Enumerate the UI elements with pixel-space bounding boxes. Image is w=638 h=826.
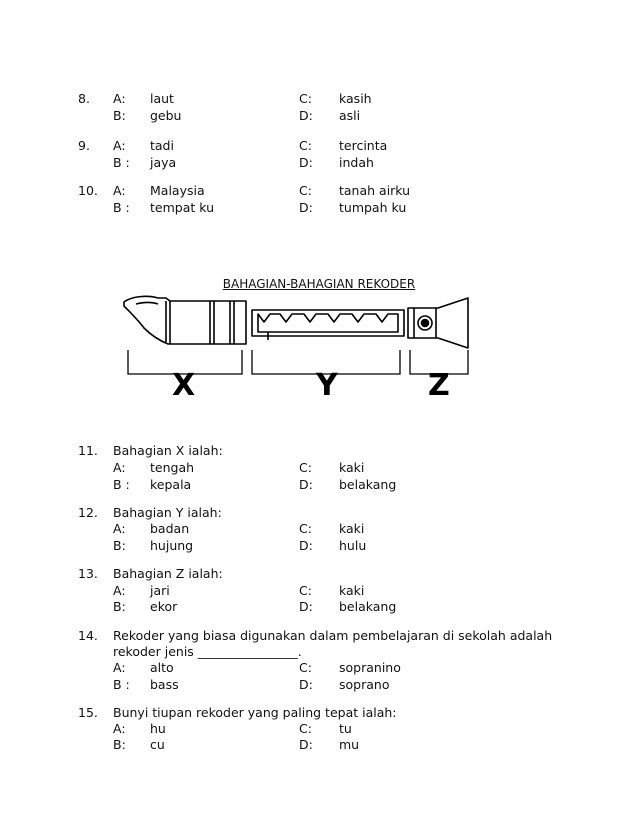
option-a-label: A: [113,521,126,536]
option-b-label: B: [113,108,126,123]
question-number: 12. [78,505,98,520]
question-number: 9. [78,138,90,153]
label-y: Y [316,368,338,403]
option-b-label: B: [113,538,126,553]
option-a-text: tengah [150,460,195,475]
question-number: 13. [78,566,98,581]
option-a-text: tadi [150,138,174,153]
option-row [0,677,638,694]
question-number: 11. [78,443,98,458]
question-stem-line-2: rekoder jenis ________________. [113,644,302,659]
option-d-text: belakang [339,477,397,492]
option-b-label: B : [113,155,130,170]
option-row [0,477,638,494]
option-c-label: C: [299,521,312,536]
option-d-label: D: [299,155,313,170]
option-d-text: belakang [339,599,397,614]
option-c-text: kaki [339,583,365,598]
option-c-label: C: [299,138,312,153]
option-c-label: C: [299,583,312,598]
option-b-text: bass [150,677,179,692]
option-a-label: A: [113,660,126,675]
option-a-label: A: [113,583,126,598]
option-b-text: jaya [150,155,177,170]
option-d-text: tumpah ku [339,200,407,215]
option-row [0,155,638,172]
option-d-label: D: [299,599,313,614]
option-row [0,183,638,200]
diagram-title-text: BAHAGIAN-BAHAGIAN REKODER [222,277,416,291]
option-row [0,91,638,108]
option-b-label: B : [113,477,130,492]
question-number: 10. [78,183,98,198]
option-c-text: kaki [339,521,365,536]
option-a-text: alto [150,660,174,675]
option-d-text: mu [339,737,360,752]
option-d-label: D: [299,477,313,492]
option-row [0,599,638,616]
question-stem: Bahagian X ialah: [113,443,223,458]
question-number: 15. [78,705,98,720]
option-b-label: B: [113,737,126,752]
option-a-text: laut [150,91,174,106]
option-row [0,583,638,600]
option-c-label: C: [299,660,312,675]
option-row [0,737,638,754]
question-stem: Bahagian Z ialah: [113,566,223,581]
option-row [0,721,638,738]
option-row [0,660,638,677]
option-c-label: C: [299,460,312,475]
option-b-label: B : [113,677,130,692]
option-d-label: D: [299,737,313,752]
option-b-label: B : [113,200,130,215]
option-d-text: hulu [339,538,367,553]
option-row [0,538,638,555]
option-a-label: A: [113,138,126,153]
option-c-text: kasih [339,91,372,106]
option-row [0,460,638,477]
option-d-label: D: [299,677,313,692]
option-c-text: tanah airku [339,183,411,198]
option-row [0,108,638,125]
option-a-text: hu [150,721,166,736]
option-d-text: asli [339,108,361,123]
question-stem: Rekoder yang biasa digunakan dalam pembelajaran di sekolah adalah [113,628,553,643]
question-stem: Bahagian Y ialah: [113,505,222,520]
option-c-label: C: [299,91,312,106]
option-b-text: tempat ku [150,200,215,215]
option-a-label: A: [113,91,126,106]
option-a-label: A: [113,183,126,198]
option-d-label: D: [299,200,313,215]
option-row [0,521,638,538]
diagram-title [0,276,638,291]
option-b-text: gebu [150,108,182,123]
option-a-label: A: [113,721,126,736]
option-c-text: tu [339,721,352,736]
question-number: 14. [78,628,98,643]
option-b-text: cu [150,737,165,752]
option-a-label: A: [113,460,126,475]
question-number: 8. [78,91,90,106]
label-z: Z [428,368,450,403]
option-d-label: D: [299,108,313,123]
option-a-text: badan [150,521,190,536]
option-c-text: kaki [339,460,365,475]
option-d-text: indah [339,155,374,170]
question-stem: Bunyi tiupan rekoder yang paling tepat ialah: [113,705,397,720]
recorder-foot [408,298,468,348]
option-d-label: D: [299,538,313,553]
option-b-text: kepala [150,477,192,492]
option-row [0,200,638,217]
option-a-text: Malaysia [150,183,205,198]
option-c-label: C: [299,183,312,198]
option-c-text: sopranino [339,660,401,675]
option-d-text: soprano [339,677,390,692]
option-c-label: C: [299,721,312,736]
label-x: X [172,368,196,403]
option-a-text: jari [150,583,170,598]
option-b-text: ekor [150,599,178,614]
option-row [0,138,638,155]
option-b-label: B: [113,599,126,614]
option-c-text: tercinta [339,138,388,153]
option-b-text: hujung [150,538,194,553]
